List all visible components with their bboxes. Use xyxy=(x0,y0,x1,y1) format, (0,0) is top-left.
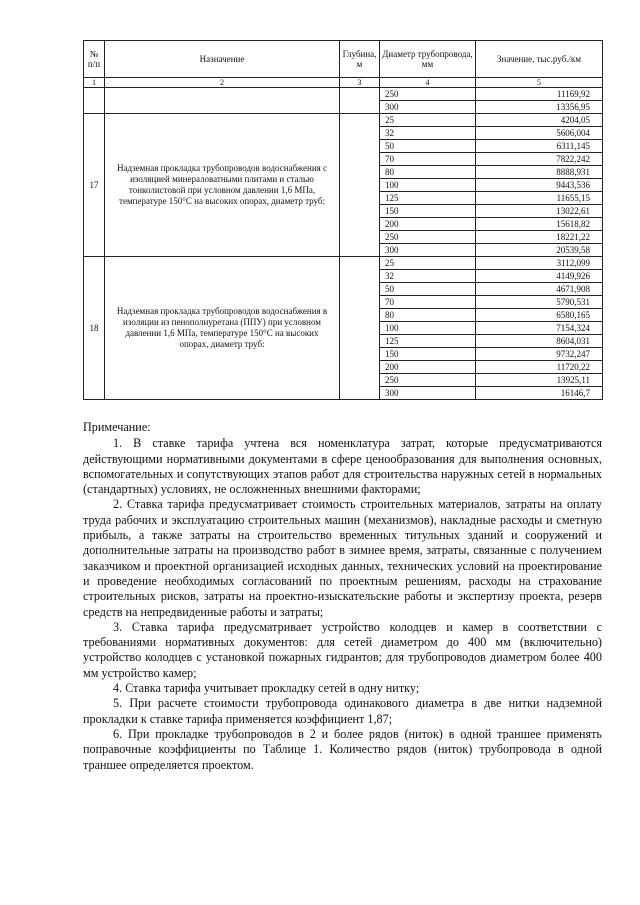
group-number: 17 xyxy=(84,114,105,257)
diameter-cell: 250 xyxy=(380,374,476,387)
table-header-row xyxy=(84,41,603,78)
notes-title: Примечание: xyxy=(83,420,151,434)
value-cell: 8604,031 xyxy=(476,335,603,348)
value-cell: 11655,15 xyxy=(476,192,603,205)
diameter-cell: 32 xyxy=(380,127,476,140)
group-description: Надземная прокладка трубопроводов водоснабжения в изоляции из пенополиуретана (ППУ) при условном давлении 1,6 МПа, температуре 150°С на высоких опорах, диаметр труб: xyxy=(105,257,340,400)
column-index: 2 xyxy=(105,78,340,88)
header-diameter: Диаметр трубопровода, мм xyxy=(380,41,476,78)
table-row xyxy=(84,257,603,270)
depth-cell xyxy=(340,88,380,114)
diameter-cell: 200 xyxy=(380,361,476,374)
value-cell: 7154,324 xyxy=(476,322,603,335)
value-cell: 4149,926 xyxy=(476,270,603,283)
value-cell: 11720,22 xyxy=(476,361,603,374)
num-cell xyxy=(84,88,105,114)
value-cell: 4671,908 xyxy=(476,283,603,296)
value-cell: 15618,82 xyxy=(476,218,603,231)
diameter-cell: 150 xyxy=(380,205,476,218)
note-item: 5. При расчете стоимости трубопровода одинакового диаметра в две нитки надземной прокладки к ставке тарифа применяется коэффициент 1,87; xyxy=(83,696,602,726)
diameter-cell: 25 xyxy=(380,114,476,127)
group-description: Надземная прокладка трубопроводов водоснабжения с изоляцией минераловатными плитами и сталью тонколистовой при условном давлении 1,6 МПа, температуре 150°С на высоких опорах, диаметр труб: xyxy=(105,114,340,257)
value-cell: 8888,931 xyxy=(476,166,603,179)
diameter-cell: 300 xyxy=(380,387,476,400)
depth-cell xyxy=(340,257,380,400)
diameter-cell: 250 xyxy=(380,231,476,244)
diameter-cell: 50 xyxy=(380,283,476,296)
value-cell: 13925,11 xyxy=(476,374,603,387)
column-index: 3 xyxy=(340,78,380,88)
group-number: 18 xyxy=(84,257,105,400)
header-name: Назначение xyxy=(105,41,340,78)
value-cell: 20539,58 xyxy=(476,244,603,257)
depth-cell xyxy=(340,114,380,257)
diameter-cell: 125 xyxy=(380,192,476,205)
diameter-cell: 200 xyxy=(380,218,476,231)
value-cell: 11169,92 xyxy=(476,88,603,101)
column-index: 5 xyxy=(476,78,603,88)
value-cell: 16146,7 xyxy=(476,387,603,400)
value-cell: 6311,145 xyxy=(476,140,603,153)
note-item: 1. В ставке тарифа учтена вся номенклатура затрат, которые предусматриваются действующими нормативными документами в сфере ценообразования для выполнения основных, вспомогательных и сопутствующих этапов работ для строительства наружных сетей в нормальных (стандартных) условиях, не осложненных внешними факторами; xyxy=(83,436,602,497)
value-cell: 13356,95 xyxy=(476,101,603,114)
header-num: № п/п xyxy=(84,41,105,78)
header-value: Значение, тыс.руб./км xyxy=(476,41,603,78)
value-cell: 6580,165 xyxy=(476,309,603,322)
diameter-cell: 100 xyxy=(380,322,476,335)
value-cell: 9443,536 xyxy=(476,179,603,192)
header-depth: Глубина, м xyxy=(340,41,380,78)
note-item: 2. Ставка тарифа предусматривает стоимость строительных материалов, затраты на оплату труда рабочих и эксплуатацию строительных машин (механизмов), накладные расходы и сметную прибыль, а также затраты на строительство временных титульных зданий и сооружений и дополнительные затраты на производство работ в зимнее время, затраты, связанные с получением заказчиком и проектной организацией исходных данных, технических условий на проектирование и проведение необходимых согласований по проектным решениям, расходы на страхование строительных рисков, затраты на проектно-изыскательские работы и экспертизу проекта, резерв средств на непредвиденные работы и затраты; xyxy=(83,497,602,619)
diameter-cell: 32 xyxy=(380,270,476,283)
value-cell: 3112,099 xyxy=(476,257,603,270)
column-index: 4 xyxy=(380,78,476,88)
note-item: 3. Ставка тарифа предусматривает устройство колодцев и камер в соответствии с требованиями нормативных документов: для сетей диаметром до 400 мм (включительно) устройство колодцев с установкой пожарных гидрантов; для трубопроводов диаметром более 400 мм устройство камер; xyxy=(83,619,602,680)
value-cell: 7822,242 xyxy=(476,153,603,166)
diameter-cell: 100 xyxy=(380,179,476,192)
diameter-cell: 80 xyxy=(380,309,476,322)
note-item: 4. Ставка тарифа учитывает прокладку сетей в одну нитку; xyxy=(113,681,420,696)
column-index: 1 xyxy=(84,78,105,88)
value-cell: 5606,004 xyxy=(476,127,603,140)
diameter-cell: 70 xyxy=(380,296,476,309)
diameter-cell: 300 xyxy=(380,244,476,257)
column-index-row xyxy=(84,78,603,88)
value-cell: 9732,247 xyxy=(476,348,603,361)
note-item: 6. При прокладке трубопроводов в 2 и более рядов (ниток) в одной траншее применять поправочные коэффициенты по Таблице 1. Количество рядов (ниток) трубопровода в одной траншее определяется проектом. xyxy=(83,726,602,772)
notes-section xyxy=(83,420,602,773)
diameter-cell: 250 xyxy=(380,88,476,101)
diameter-cell: 50 xyxy=(380,140,476,153)
description-cell xyxy=(105,88,340,114)
diameter-cell: 150 xyxy=(380,348,476,361)
table-row xyxy=(84,114,603,127)
tariff-table xyxy=(83,40,603,400)
diameter-cell: 70 xyxy=(380,153,476,166)
diameter-cell: 80 xyxy=(380,166,476,179)
value-cell: 18221,22 xyxy=(476,231,603,244)
diameter-cell: 300 xyxy=(380,101,476,114)
value-cell: 4204,05 xyxy=(476,114,603,127)
table-row xyxy=(84,88,603,101)
tariff-table-body xyxy=(84,88,603,400)
value-cell: 5790,531 xyxy=(476,296,603,309)
diameter-cell: 25 xyxy=(380,257,476,270)
value-cell: 13022,61 xyxy=(476,205,603,218)
diameter-cell: 125 xyxy=(380,335,476,348)
